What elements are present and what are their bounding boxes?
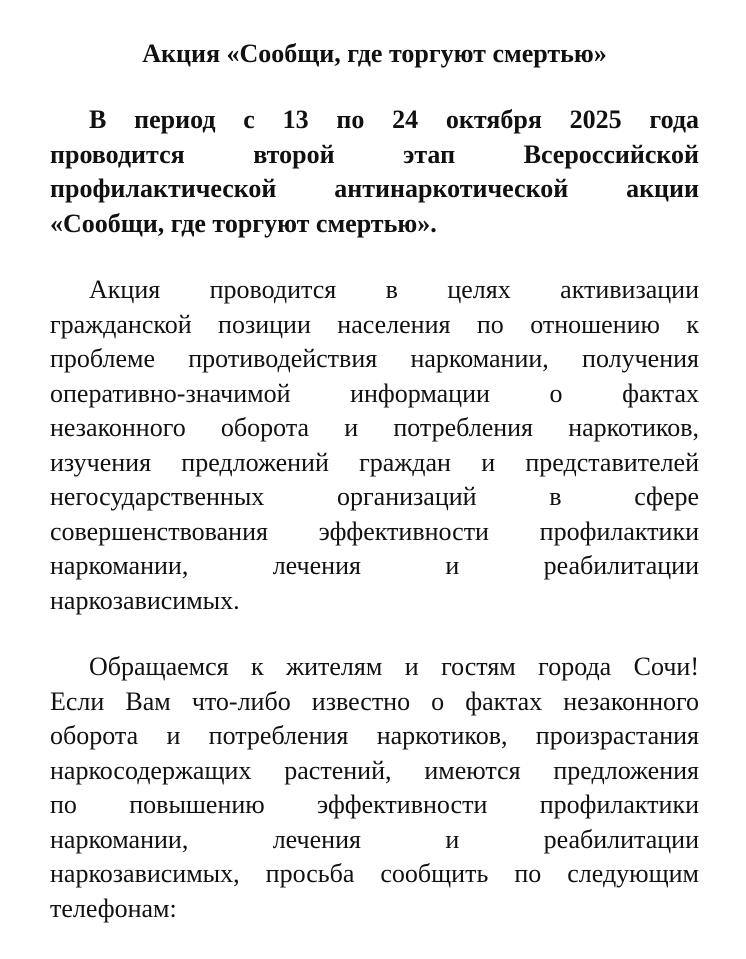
paragraph-line: наркозависимых, просьба сообщить по следующим	[50, 859, 699, 888]
paragraph-appeal	[50, 650, 699, 926]
paragraph-line: оборота и потребления наркотиков, произрастания	[50, 721, 699, 750]
paragraph-line: наркомании, лечения и реабилитации	[50, 551, 699, 580]
paragraph-purpose	[50, 273, 699, 618]
paragraph-line: «Сообщи, где торгуют смертью».	[50, 208, 437, 238]
paragraph-line: по повышению эффективности профилактики	[50, 790, 699, 819]
paragraph-line: проводится второй этап Всероссийской	[50, 139, 699, 169]
document-title: Акция «Сообщи, где торгуют смертью»	[142, 39, 607, 68]
paragraph-line: наркомании, лечения и реабилитации	[50, 824, 699, 854]
paragraph-line: В период с 13 по 24 октября 2025 года	[89, 105, 699, 134]
paragraph-line: Обращаемся к жителям и гостям города Сочи!	[89, 652, 699, 681]
paragraph-line: негосударственных организаций в сфере	[50, 482, 699, 511]
paragraph-line: телефонам:	[50, 893, 177, 923]
paragraph-line: изучения предложений граждан и представителей	[50, 447, 699, 477]
paragraph-line: наркосодержащих растений, имеются предложения	[50, 755, 699, 785]
paragraph-line: Акция проводится в целях активизации	[89, 275, 699, 304]
paragraph-line: проблеме противодействия наркомании, получения	[50, 344, 699, 373]
paragraph-line: профилактической антинаркотической акции	[50, 174, 699, 203]
paragraph-line: совершенствования эффективности профилактики	[50, 516, 699, 546]
paragraph-line: незаконного оборота и потребления наркотиков,	[50, 413, 699, 442]
paragraph-line: Если Вам что-либо известно о фактах незаконного	[50, 686, 699, 716]
paragraph-line: оперативно-значимой информации о фактах	[50, 378, 699, 408]
paragraph-line: гражданской позиции населения по отношению к	[50, 309, 699, 339]
paragraph-announcement	[50, 103, 699, 241]
paragraph-line: наркозависимых.	[50, 585, 240, 615]
